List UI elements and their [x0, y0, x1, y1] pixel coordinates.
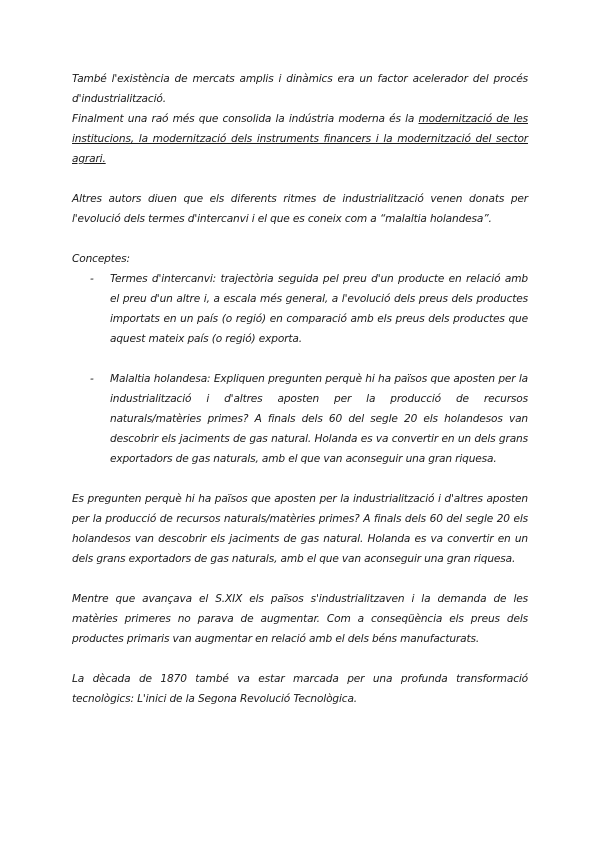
concept-item-dutch-disease	[72, 369, 528, 469]
spacer	[72, 169, 528, 189]
bullet-dash: -	[90, 373, 94, 385]
spacer	[72, 569, 528, 589]
paragraph-second-revolution: La dècada de 1870 també va estar marcada per una profunda transformació tecnològics: L'inici de la Segona Revolució Tecnològica.	[72, 673, 528, 705]
paragraph-institutions-text: Finalment una raó més que consolida la indústria moderna és la	[72, 113, 419, 125]
concepts-list	[72, 269, 528, 469]
spacer	[72, 649, 528, 669]
concept-item-terms-of-trade	[72, 269, 528, 349]
bullet-dash: -	[90, 273, 94, 285]
spacer	[72, 229, 528, 249]
concept-text: Malaltia holandesa: Expliquen pregunten perquè hi ha països que aposten per la industrialització i d'altres aposten per la producció de recursos naturals/matèries primes? A finals dels 60 del segle 20 els holandesos van descobrir els jaciments de gas natural. Holanda es va convertir en un dels grans exportadors de gas naturals, amb el que van aconseguir una gran riquesa.	[110, 373, 528, 465]
paragraph-natural-resources: Es pregunten perquè hi ha països que aposten per la industrialització i d'altres aposten per la producció de recursos naturals/matèries primes? A finals dels 60 del segle 20 els holandesos van descobrir els jaciments de gas natural. Holanda es va convertir en un dels grans exportadors de gas naturals, amb el que van aconseguir una gran riquesa.	[72, 493, 528, 565]
concept-text: Termes d'intercanvi: trajectòria seguida pel preu d'un producte en relació amb el preu d'un altre i, a escala més general, a l'evolució dels preus dels productes importats en un país (o regió) en comparació amb els preus dels productes que aquest mateix país (o regió) exporta.	[110, 273, 528, 345]
spacer	[72, 349, 528, 369]
underlined-modernization-text: modernització de les institucions, la modernització dels instruments financers i la modernització del sector agrari.	[72, 113, 528, 165]
paragraph-terms-of-trade: Altres autors diuen que els diferents ritmes de industrialització venen donats per l'evolució dels termes d'intercanvi i el que es coneix com a “malaltia holandesa”.	[72, 193, 528, 225]
paragraph-raw-materials: Mentre que avançava el S.XIX els països s'industrialitzaven i la demanda de les matèries primeres no parava de augmentar. Com a conseqüència els preus dels productes primaris van augmentar en relació amb el dels béns manufacturats.	[72, 593, 528, 645]
concepts-heading: Conceptes:	[72, 253, 130, 265]
document-body	[72, 69, 528, 709]
paragraph-institutions	[72, 109, 528, 169]
paragraph-markets: També l'existència de mercats amplis i dinàmics era un factor acelerador del procés d'industrialització.	[72, 73, 528, 105]
spacer	[72, 469, 528, 489]
